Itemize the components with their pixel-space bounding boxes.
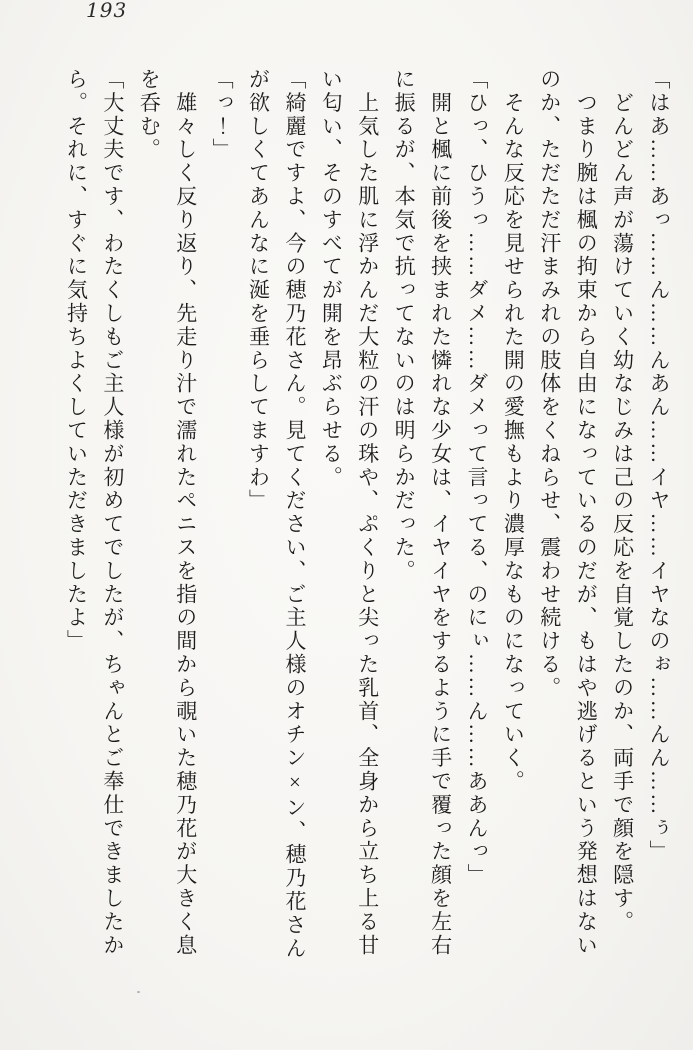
text-line: 「っ！」 bbox=[210, 68, 235, 162]
text-line: 開と楓に前後を挟まれた憐れな少女は、イヤイヤをするように手で覆った顔を左右 bbox=[428, 68, 453, 958]
text-line: ら。それに、すぐに気持ちよくしていただきましたよ」 bbox=[64, 68, 89, 653]
scan-speck bbox=[137, 991, 140, 993]
text-line: が欲しくてあんなに涎を垂らしてますわ」 bbox=[246, 68, 271, 513]
text-line: 「綺麗ですよ、今の穂乃花さん。見てください、ご主人様のオチン×ン、穂乃花さん bbox=[282, 68, 307, 961]
text-line: のか、ただただ汗まみれの肢体をくねらせ、震わせ続ける。 bbox=[537, 68, 562, 700]
text-line: 雄々しく反り返り、先走り汁で濡れたペニスを指の間から覗いた穂乃花が大きく息 bbox=[173, 68, 198, 958]
text-line: い匂い、そのすべてが開を昂ぶらせる。 bbox=[319, 68, 344, 490]
text-line: 上気した肌に浮かんだ大粒の汗の珠や、ぷくりと尖った乳首、全身から立ち上る甘 bbox=[355, 68, 380, 958]
text-line: 「ひっ、ひうっ……ダメ……ダメって言ってる、のにぃ……ん……ああんっ」 bbox=[464, 68, 489, 887]
text-line: どんどん声が蕩けていく幼なじみは己の反応を自覚したのか、両手で顔を隠す。 bbox=[610, 68, 635, 934]
text-line: 「はあ……あっ……ん……んあん……イヤ……イヤなのぉ……んん……ぅ」 bbox=[647, 68, 671, 864]
text-line: そんな反応を見せられた開の愛撫もより濃厚なものになっていく。 bbox=[501, 68, 526, 794]
text-line: つまり腕は楓の拘束から自由になっているのだが、もはや逃げるという発想はない bbox=[574, 68, 599, 958]
page-number: 193 bbox=[86, 0, 128, 22]
text-line: を呑む。 bbox=[137, 68, 162, 162]
text-line: 「大丈夫です、わたくしもご主人様が初めてでしたが、ちゃんとご奉仕できましたか bbox=[100, 68, 125, 958]
page-text bbox=[58, 68, 677, 961]
text-line: に振るが、本気で抗ってないのは明らかだった。 bbox=[392, 68, 417, 583]
